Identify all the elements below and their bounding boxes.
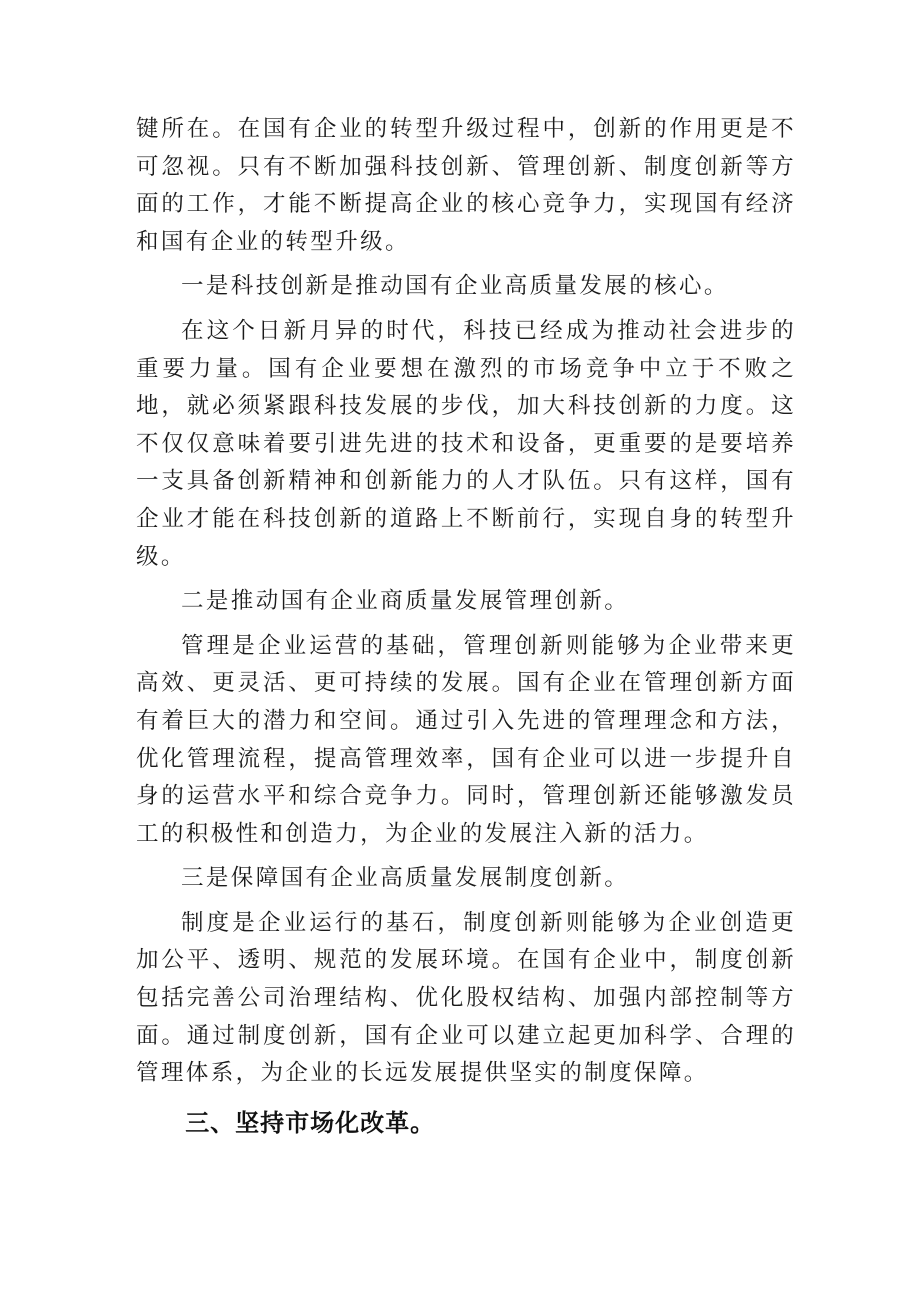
section-heading: 三、坚持市场化改革。 xyxy=(185,1108,436,1137)
paragraph-point-one-title: 一是科技创新是推动国有企业高质量发展的核心。 xyxy=(181,273,729,300)
paragraph-point-one-body: 在这个日新月异的时代，科技已经成为推动社会进步的重要力量。国有企业要想在激烈的市场竞争中立于不败之地，就必须紧跟科技发展的步伐，加大科技创新的力度。这不仅仅意味着要引进先进的技术和设备，更重要的是要培养一支具备创新精神和创新能力的人才队伍。只有这样，国有企业才能在科技创新的道路上不断前行，实现自身的转型升级。 xyxy=(136,317,796,570)
paragraph-intro-continued: 键所在。在国有企业的转型升级过程中，创新的作用更是不可忽视。只有不断加强科技创新、管理创新、制度创新等方面的工作，才能不断提高企业的核心竞争力，实现国有经济和国有企业的转型升级。 xyxy=(136,116,796,255)
paragraph-point-three-body: 制度是企业运行的基石，制度创新则能够为企业创造更加公平、透明、规范的发展环境。在国有企业中，制度创新包括完善公司治理结构、优化股权结构、加强内部控制等方面。通过制度创新，国有企业可以建立起更加科学、合理的管理体系，为企业的长远发展提供坚实的制度保障。 xyxy=(136,909,796,1087)
paragraph-point-two-body: 管理是企业运营的基础，管理创新则能够为企业带来更高效、更灵活、更可持续的发展。国有企业在管理创新方面有着巨大的潜力和空间。通过引入先进的管理理念和方法，优化管理流程，提高管理效率，国有企业可以进一步提升自身的运营水平和综合竞争力。同时，管理创新还能够激发员工的积极性和创造力，为企业的发展注入新的活力。 xyxy=(136,632,796,847)
paragraph-point-three-title: 三是保障国有企业高质量发展制度创新。 xyxy=(181,865,630,892)
document-body xyxy=(136,111,796,1142)
paragraph-point-two-title: 二是推动国有企业商质量发展管理创新。 xyxy=(181,588,630,615)
